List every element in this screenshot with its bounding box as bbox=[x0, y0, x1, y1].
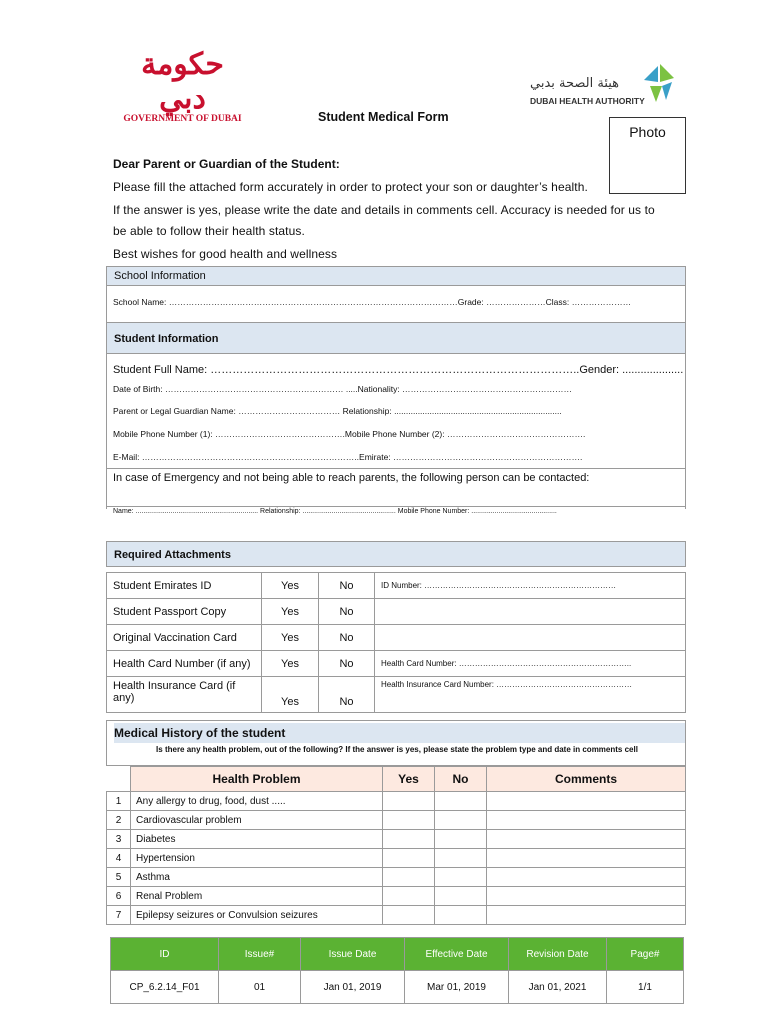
logo-right-english: DUBAI HEALTH AUTHORITY bbox=[530, 96, 645, 106]
student-information-header: Student Information bbox=[106, 322, 686, 354]
health-problem-column-header: Health Problem bbox=[131, 767, 383, 792]
table-row bbox=[107, 599, 686, 625]
intro-paragraph-1: Please fill the attached form accurately in order to protect your son or daughter’s health. bbox=[113, 180, 588, 194]
no-cell[interactable] bbox=[435, 906, 487, 925]
table-row bbox=[107, 830, 686, 849]
yes-option[interactable]: Yes bbox=[262, 625, 319, 651]
logo-right-arabic: هيئة الصحة بدبي bbox=[530, 76, 620, 91]
attachment-item: Original Vaccination Card bbox=[107, 625, 262, 651]
form-title: Student Medical Form bbox=[318, 110, 449, 124]
table-row bbox=[107, 868, 686, 887]
yes-cell[interactable] bbox=[383, 868, 435, 887]
date-of-birth-field[interactable]: Date of Birth: ……………………………………………………… .....Nationality: …………………………………………………… bbox=[113, 384, 573, 394]
school-information-header: School Information bbox=[106, 266, 686, 286]
comments-cell[interactable] bbox=[487, 887, 686, 906]
no-option[interactable]: No bbox=[319, 677, 375, 713]
id-number-field[interactable]: ID Number: ……………………………………………………………… bbox=[375, 573, 686, 599]
row-number: 1 bbox=[107, 792, 131, 811]
comments-cell[interactable] bbox=[487, 906, 686, 925]
table-row bbox=[107, 625, 686, 651]
page-number: 1/1 bbox=[607, 971, 684, 1004]
no-cell[interactable] bbox=[435, 792, 487, 811]
medical-history-header: Medical History of the student bbox=[114, 723, 685, 743]
health-problem: Renal Problem bbox=[131, 887, 383, 906]
student-full-name-field[interactable]: Student Full Name: ………………………………………………………………………………………..Gender: .................... bbox=[113, 364, 684, 376]
table-row bbox=[107, 573, 686, 599]
required-attachments-header: Required Attachments bbox=[106, 541, 686, 567]
row-number: 2 bbox=[107, 811, 131, 830]
yes-option[interactable]: Yes bbox=[262, 599, 319, 625]
no-cell[interactable] bbox=[435, 868, 487, 887]
table-row bbox=[107, 792, 686, 811]
photo-label: Photo bbox=[629, 124, 666, 140]
photo-box[interactable] bbox=[609, 117, 686, 194]
health-problem: Hypertension bbox=[131, 849, 383, 868]
attachment-item: Health Card Number (if any) bbox=[107, 651, 262, 677]
medical-history-instructions: Is there any health problem, out of the following? If the answer is yes, please state the problem type and date in comments cell bbox=[156, 745, 638, 754]
health-problem-table bbox=[106, 766, 686, 925]
comments-cell[interactable] bbox=[487, 811, 686, 830]
table-row bbox=[111, 971, 684, 1004]
effective-date: Mar 01, 2019 bbox=[405, 971, 509, 1004]
yes-cell[interactable] bbox=[383, 887, 435, 906]
yes-cell[interactable] bbox=[383, 792, 435, 811]
comments-cell[interactable] bbox=[487, 868, 686, 887]
attachment-item: Health Insurance Card (if any) bbox=[107, 677, 262, 713]
health-problem: Asthma bbox=[131, 868, 383, 887]
comments-column-header: Comments bbox=[487, 767, 686, 792]
table-header-row bbox=[107, 767, 686, 792]
id-header: ID bbox=[111, 938, 219, 971]
intro-heading: Dear Parent or Guardian of the Student: bbox=[113, 157, 340, 171]
yes-option[interactable]: Yes bbox=[262, 573, 319, 599]
medical-history-section bbox=[106, 720, 686, 766]
health-insurance-number-field[interactable]: Health Insurance Card Number: …………………………………………… bbox=[375, 677, 686, 713]
no-option[interactable]: No bbox=[319, 573, 375, 599]
yes-option[interactable]: Yes bbox=[262, 677, 319, 713]
yes-column-header: Yes bbox=[383, 767, 435, 792]
yes-cell[interactable] bbox=[383, 811, 435, 830]
dubai-health-authority-logo bbox=[528, 52, 678, 112]
emergency-contact-field[interactable]: Name: ............................................................... Relationship: ................................................ Mobile Phone Number: ............................................ bbox=[113, 508, 557, 515]
no-option[interactable]: No bbox=[319, 599, 375, 625]
divider bbox=[106, 468, 686, 469]
no-column-header: No bbox=[435, 767, 487, 792]
issue-number: 01 bbox=[219, 971, 301, 1004]
mobile-phone-field[interactable]: Mobile Phone Number (1): ……………………………………….Mobile Phone Number (2): …………………………………………. bbox=[113, 429, 586, 439]
yes-cell[interactable] bbox=[383, 906, 435, 925]
government-of-dubai-logo bbox=[120, 47, 245, 124]
comments-cell[interactable] bbox=[487, 830, 686, 849]
row-number: 3 bbox=[107, 830, 131, 849]
no-option[interactable]: No bbox=[319, 625, 375, 651]
revision-date: Jan 01, 2021 bbox=[509, 971, 607, 1004]
no-option[interactable]: No bbox=[319, 651, 375, 677]
document-id: CP_6.2.14_F01 bbox=[111, 971, 219, 1004]
comments-cell[interactable] bbox=[487, 792, 686, 811]
table-row bbox=[107, 677, 686, 713]
table-header-row bbox=[111, 938, 684, 971]
attachment-item: Student Emirates ID bbox=[107, 573, 262, 599]
health-problem: Any allergy to drug, food, dust ..... bbox=[131, 792, 383, 811]
page-number-header: Page# bbox=[607, 938, 684, 971]
effective-date-header: Effective Date bbox=[405, 938, 509, 971]
comments-cell[interactable] bbox=[487, 849, 686, 868]
table-row bbox=[107, 849, 686, 868]
dha-emblem-icon bbox=[640, 52, 676, 104]
row-number: 7 bbox=[107, 906, 131, 925]
table-row bbox=[107, 651, 686, 677]
no-cell[interactable] bbox=[435, 830, 487, 849]
guardian-name-field[interactable]: Parent or Legal Guardian Name: ……………………………… Relationship: ....................................................................... bbox=[113, 406, 562, 416]
yes-option[interactable]: Yes bbox=[262, 651, 319, 677]
revision-date-header: Revision Date bbox=[509, 938, 607, 971]
row-number: 4 bbox=[107, 849, 131, 868]
health-problem: Diabetes bbox=[131, 830, 383, 849]
intro-paragraph-3: be able to follow their health status. bbox=[113, 224, 305, 238]
intro-paragraph-2: If the answer is yes, please write the date and details in comments cell. Accuracy is needed for us to bbox=[113, 203, 655, 217]
issue-date-header: Issue Date bbox=[301, 938, 405, 971]
extra-field bbox=[375, 599, 686, 625]
row-number: 5 bbox=[107, 868, 131, 887]
health-problem: Cardiovascular problem bbox=[131, 811, 383, 830]
attachment-item: Student Passport Copy bbox=[107, 599, 262, 625]
no-cell[interactable] bbox=[435, 887, 487, 906]
table-row bbox=[107, 811, 686, 830]
health-problem: Epilepsy seizures or Convulsion seizures bbox=[131, 906, 383, 925]
email-field[interactable]: E-Mail: …………………………………………………………………..Emirate: …………………………………………………………. bbox=[113, 452, 583, 462]
yes-cell[interactable] bbox=[383, 830, 435, 849]
health-card-number-field[interactable]: Health Card Number: ……………………………………………………….. bbox=[375, 651, 686, 677]
issue-number-header: Issue# bbox=[219, 938, 301, 971]
no-cell[interactable] bbox=[435, 811, 487, 830]
table-row bbox=[107, 906, 686, 925]
emergency-note: In case of Emergency and not being able to reach parents, the following person can be contacted: bbox=[113, 472, 590, 484]
yes-cell[interactable] bbox=[383, 849, 435, 868]
logo-left-english: GOVERNMENT OF DUBAI bbox=[123, 114, 242, 124]
table-row bbox=[107, 887, 686, 906]
row-number: 6 bbox=[107, 887, 131, 906]
extra-field bbox=[375, 625, 686, 651]
attachments-table bbox=[106, 572, 686, 713]
document-control-table bbox=[110, 937, 684, 1004]
divider bbox=[106, 506, 686, 507]
logo-left-arabic: حكومة دبي bbox=[141, 47, 224, 116]
no-cell[interactable] bbox=[435, 849, 487, 868]
school-name-field[interactable]: School Name: …………………………………………………………………………………………Grade: …………………Class: ………………… bbox=[113, 297, 632, 307]
issue-date: Jan 01, 2019 bbox=[301, 971, 405, 1004]
intro-paragraph-4: Best wishes for good health and wellness bbox=[113, 247, 338, 261]
